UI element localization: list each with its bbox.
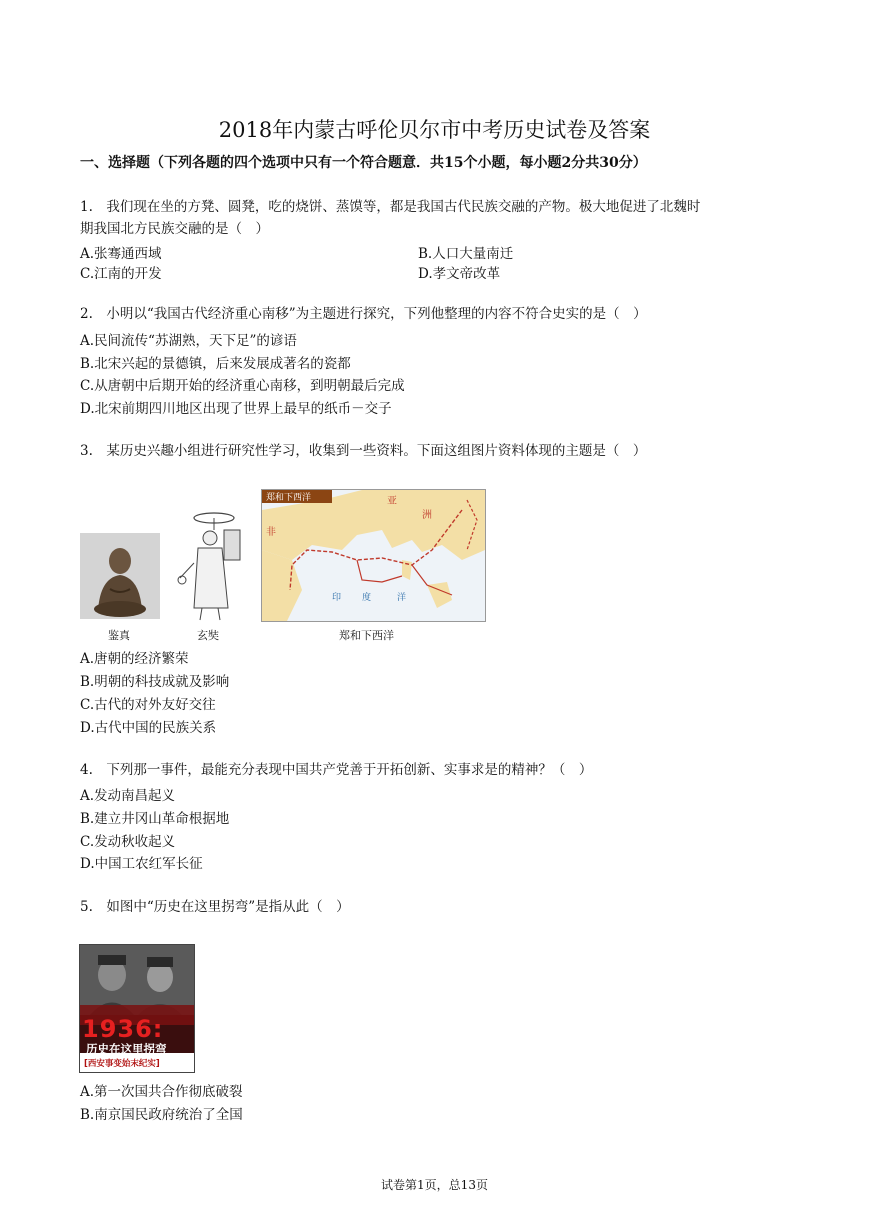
- question-2-text: 2. 小明以“我国古代经济重心南移”为主题进行探究，下列他整理的内容不符合史实的是（ ）: [80, 306, 647, 322]
- jianzhen-image: [80, 533, 160, 619]
- question-4-option-a: A.发动南昌起义: [80, 788, 176, 804]
- question-1-option-a: A.张骞通西域: [80, 246, 162, 262]
- caption-zhenghe: 郑和下西洋: [339, 629, 394, 642]
- caption-xuanzang: 玄奘: [197, 629, 219, 642]
- svg-text:非: 非: [266, 527, 276, 538]
- question-1-option-b: B.人口大量南迁: [418, 246, 514, 262]
- section-heading: 一、选择题（下列各题的四个选项中只有一个符合题意．共15个小题，每小题2分共30分）: [80, 155, 647, 171]
- svg-text:洋: 洋: [397, 593, 407, 603]
- xian-incident-book-cover: [79, 944, 195, 1073]
- book-cover-subtitle: [西安事变始末纪实]: [84, 1059, 160, 1069]
- map-title: 郑和下西洋: [266, 493, 312, 503]
- question-2-option-c: C.从唐朝中后期开始的经济重心南移，到明朝最后完成: [80, 378, 405, 394]
- xuanzang-image: [172, 508, 254, 624]
- question-5-option-a: A.第一次国共合作彻底破裂: [80, 1084, 243, 1100]
- page-title: 2018年内蒙古呼伦贝尔市中考历史试卷及答案: [218, 118, 651, 142]
- question-3-option-a: A.唐朝的经济繁荣: [80, 651, 189, 667]
- svg-text:洲: 洲: [422, 510, 432, 521]
- question-4-option-b: B.建立井冈山革命根据地: [80, 811, 230, 827]
- question-1-option-c: C.江南的开发: [80, 266, 162, 282]
- caption-jianzhen: 鉴真: [108, 629, 130, 642]
- book-cover-slogan: 历史在这里拐弯: [86, 1042, 167, 1056]
- question-1-option-d: D.孝文帝改革: [418, 266, 501, 282]
- question-3-text: 3. 某历史兴趣小组进行研究性学习，收集到一些资料。下面这组图片资料体现的主题是（ ）: [80, 443, 647, 459]
- question-4-text: 4. 下列那一事件，最能充分表现中国共产党善于开拓创新、实事求是的精神？（ ）: [80, 762, 593, 778]
- question-1-text: 1. 我们现在坐的方凳、圆凳，吃的烧饼、蒸馍等，都是我国古代民族交融的产物。极大地促进了北魏时: [80, 199, 701, 215]
- question-5-text: 5. 如图中“历史在这里拐弯”是指从此（ ）: [80, 899, 350, 915]
- zhenghe-map: [261, 489, 486, 622]
- book-cover-year: 1936:: [82, 1015, 164, 1043]
- question-1-text-cont: 期我国北方民族交融的是（ ）: [80, 221, 269, 237]
- jianzhen-figure-icon: [80, 533, 160, 619]
- question-5-option-b: B.南京国民政府统治了全国: [80, 1107, 243, 1123]
- page-footer: 试卷第1页，总13页: [381, 1178, 488, 1192]
- question-2-option-d: D.北宋前期四川地区出现了世界上最早的纸币－交子: [80, 401, 392, 417]
- question-3-option-b: B.明朝的科技成就及影响: [80, 674, 230, 690]
- question-3-option-c: C.古代的对外友好交往: [80, 697, 216, 713]
- question-2-option-b: B.北宋兴起的景德镇，后来发展成著名的瓷都: [80, 356, 351, 372]
- svg-text:度: 度: [362, 593, 372, 603]
- svg-text:印: 印: [332, 593, 342, 603]
- question-4-option-d: D.中国工农红军长征: [80, 856, 203, 872]
- zhenghe-route-map: [262, 490, 485, 621]
- question-2-option-a: A.民间流传“苏湖熟，天下足”的谚语: [80, 333, 297, 349]
- svg-text:亚: 亚: [387, 496, 397, 507]
- question-4-option-c: C.发动秋收起义: [80, 834, 176, 850]
- xuanzang-figure-icon: [172, 508, 254, 624]
- question-3-option-d: D.古代中国的民族关系: [80, 720, 217, 736]
